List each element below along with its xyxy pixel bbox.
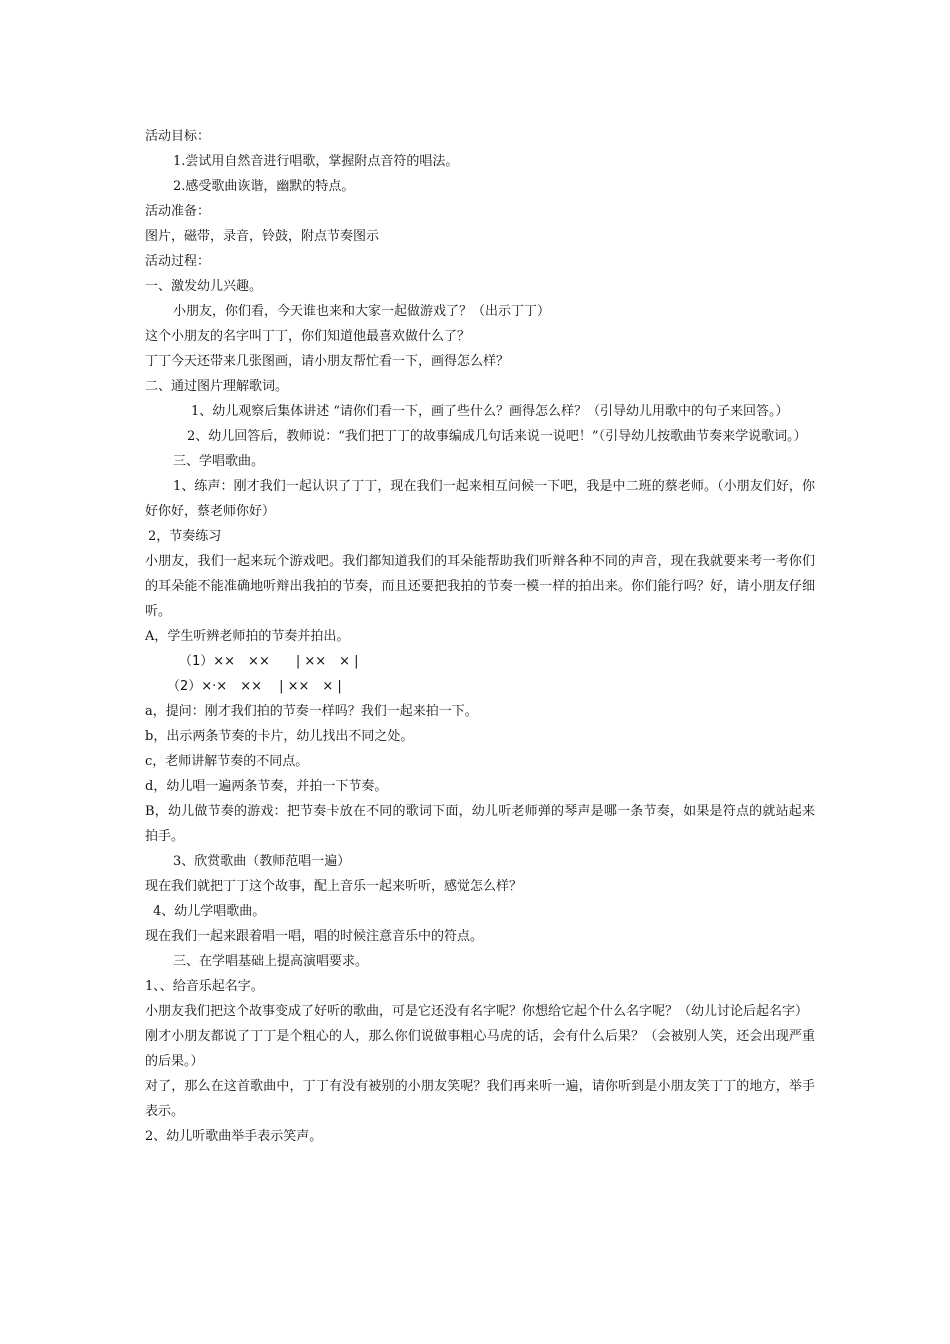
paragraph: 刚才小朋友都说了丁丁是个粗心的人，那么你们说做事粗心马虎的话，会有什么后果？（会被别人笑，还会出现严重的后果。）	[145, 1029, 815, 1069]
paragraph: 丁丁今天还带来几张图画，请小朋友帮忙看一下，画得怎么样？	[145, 354, 510, 369]
list-item: a，提问：刚才我们拍的节奏一样吗？我们一起来拍一下。	[145, 704, 478, 719]
preparation-text: 图片，磁带，录音，铃鼓，附点节奏图示	[145, 229, 380, 244]
document-body	[145, 124, 815, 1149]
paragraph: 小朋友，你们看，今天谁也来和大家一起做游戏了？（出示丁丁）	[173, 304, 551, 319]
list-item: d，幼儿唱一遍两条节奏，并拍一下节奏。	[145, 779, 388, 794]
rhythm-line-2: （2）×·× ×× | ×× × |	[167, 679, 342, 694]
subheading: 4、幼儿学唱歌曲。	[153, 904, 266, 919]
section-2-title: 二、通过图片理解歌词。	[145, 379, 289, 394]
paragraph: B，幼儿做节奏的游戏：把节奏卡放在不同的歌词下面，幼儿听老师弹的琴声是哪一条节奏，如果是符点的就站起来拍手。	[145, 804, 815, 844]
paragraph: 1、练声：刚才我们一起认识了丁丁，现在我们一起来相互问候一下吧，我是中二班的蔡老师。（小朋友们好，你好你好，蔡老师你好）	[145, 479, 815, 519]
goal-2: 2.感受歌曲诙谐，幽默的特点。	[173, 179, 355, 194]
section-1-title: 一、激发幼儿兴趣。	[145, 279, 263, 294]
section-3-title: 三、学唱歌曲。	[173, 454, 265, 469]
section-title: 三、在学唱基础上提高演唱要求。	[173, 954, 369, 969]
subheading-rhythm: 2，节奏练习	[148, 529, 222, 544]
heading-process: 活动过程：	[145, 254, 211, 269]
heading-preparation: 活动准备：	[145, 204, 211, 219]
paragraph: 现在我们就把丁丁这个故事，配上音乐一起来听听，感觉怎么样？	[145, 879, 523, 894]
list-item: b，出示两条节奏的卡片，幼儿找出不同之处。	[145, 729, 414, 744]
subheading: 2、幼儿听歌曲举手表示笑声。	[145, 1129, 323, 1144]
paragraph: 现在我们一起来跟着唱一唱，唱的时候注意音乐中的符点。	[145, 929, 484, 944]
paragraph: A，学生听辨老师拍的节奏并拍出。	[145, 629, 350, 644]
paragraph: 小朋友，我们一起来玩个游戏吧。我们都知道我们的耳朵能帮助我们听辩各种不同的声音，现在我就要来考一考你们的耳朵能不能准确地听辩出我拍的节奏，而且还要把我拍的节奏一模一样的拍出来。你们能行吗？好，请小朋友仔细听。	[145, 554, 815, 619]
paragraph: 1、幼儿观察后集体讲述 “请你们看一下，画了些什么？画得怎么样？（引导幼儿用歌中的句子来回答。）	[191, 404, 789, 419]
paragraph: 这个小朋友的名字叫丁丁，你们知道他最喜欢做什么了？	[145, 329, 471, 344]
list-item: c，老师讲解节奏的不同点。	[145, 754, 309, 769]
heading-goals: 活动目标：	[145, 129, 211, 144]
goal-1: 1.尝试用自然音进行唱歌，掌握附点音符的唱法。	[173, 154, 459, 169]
rhythm-line-1: （1）×× ×× | ×× × |	[179, 654, 359, 669]
paragraph: 对了，那么在这首歌曲中，丁丁有没有被别的小朋友笑呢？我们再来听一遍，请你听到是小朋友笑丁丁的地方，举手表示。	[145, 1079, 815, 1119]
paragraph: 2、幼儿回答后，教师说：“我们把丁丁的故事编成几句话来说一说吧！”（引导幼儿按歌曲节奏来学说歌词。）	[187, 429, 807, 444]
paragraph: 小朋友我们把这个故事变成了好听的歌曲，可是它还没有名字呢？你想给它起个什么名字呢？（幼儿讨论后起名字）	[145, 1004, 809, 1019]
subheading: 3、欣赏歌曲（教师范唱一遍）	[173, 854, 351, 869]
subheading: 1、、给音乐起名字。	[145, 979, 264, 994]
